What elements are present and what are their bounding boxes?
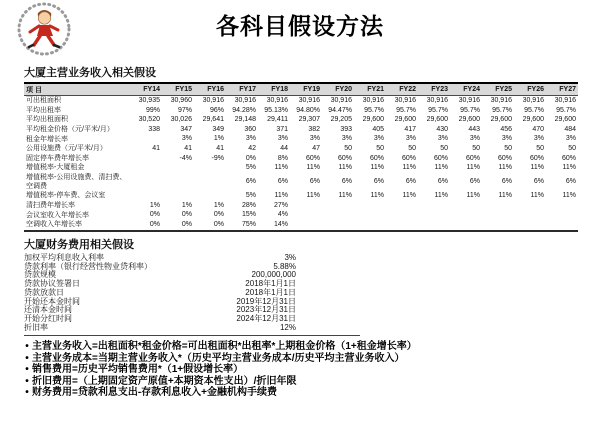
- table-cell: 30,916: [458, 97, 480, 104]
- row-label: 清扫费年增长率: [26, 201, 75, 209]
- table-cell: 96%: [209, 106, 224, 114]
- column-header: FY22: [386, 83, 418, 96]
- table-cell: 360: [244, 125, 256, 133]
- finance-row-value: 3%: [284, 253, 296, 262]
- finance-row-label: 贷款放款日: [24, 287, 64, 297]
- finance-assumptions-rows: [24, 254, 578, 332]
- table-cell: 60%: [561, 154, 576, 162]
- table-cell: 11%: [274, 192, 288, 200]
- table-cell: 41: [216, 144, 224, 152]
- table-cell: 430: [436, 125, 448, 133]
- table-cell: [194, 173, 226, 191]
- table-cell: [546, 210, 578, 220]
- table-cell: 0%: [245, 154, 256, 162]
- finance-row-label: 开始还本金时间: [24, 296, 80, 306]
- table-cell: 30,916: [298, 97, 320, 104]
- finance-assumptions-section: [24, 236, 578, 336]
- table-cell: 6%: [277, 178, 288, 186]
- table-cell: 11%: [530, 192, 544, 200]
- table-cell: 30,026: [170, 116, 192, 124]
- table-cell: 11%: [562, 192, 576, 200]
- row-label: 租金年增长率: [26, 135, 68, 143]
- formula-bullet: [22, 364, 584, 376]
- table-cell: 50: [344, 144, 352, 152]
- table-cell: 0%: [194, 220, 226, 231]
- column-header: FY26: [514, 83, 546, 96]
- table-cell: 29,307: [298, 116, 320, 124]
- table-cell: 6%: [245, 178, 256, 186]
- table-cell: 347: [180, 125, 192, 133]
- table-cell: 75%: [226, 220, 258, 231]
- table-cell: 6%: [469, 178, 480, 186]
- table-cell: [162, 173, 194, 191]
- table-cell: 50: [408, 144, 416, 152]
- table-cell: 443: [468, 125, 480, 133]
- bullet-text: 主营业务成本=当期主营业务收入*（历史平均主营业务成本/历史平均主营业务收入）: [32, 352, 405, 364]
- column-header: FY24: [450, 83, 482, 96]
- table-cell: 60%: [305, 154, 320, 162]
- table-cell: 5%: [245, 192, 256, 200]
- table-cell: 29,148: [234, 116, 256, 124]
- table-cell: 94.80%: [296, 106, 320, 114]
- table-cell: 11%: [338, 164, 352, 172]
- table-cell: 41: [184, 144, 192, 152]
- table-row: [24, 191, 578, 201]
- table-cell: [514, 220, 546, 231]
- table-cell: 30,916: [330, 97, 352, 104]
- table-cell: 95.7%: [524, 106, 544, 114]
- finance-row: [24, 315, 296, 324]
- table-cell: 29,641: [202, 116, 224, 124]
- table-cell: [162, 191, 194, 201]
- table-cell: 393: [340, 125, 352, 133]
- column-header: FY17: [226, 83, 258, 96]
- revenue-assumptions-table: [24, 82, 578, 232]
- table-row: [24, 173, 578, 191]
- row-label-header: 项 目: [24, 83, 130, 96]
- table-cell: 30,916: [426, 97, 448, 104]
- table-cell: 50: [472, 144, 480, 152]
- table-cell: 11%: [370, 192, 384, 200]
- table-cell: [354, 201, 386, 211]
- table-cell: 95.7%: [556, 106, 576, 114]
- column-header: FY20: [322, 83, 354, 96]
- table-cell: [322, 220, 354, 231]
- table-cell: [130, 191, 162, 201]
- table-cell: 6%: [565, 178, 576, 186]
- table-cell: 95.7%: [460, 106, 480, 114]
- finance-row-value: 200,000,000: [251, 270, 296, 280]
- table-cell: 1%: [149, 201, 160, 209]
- page-title: 各科目假设方法: [216, 13, 384, 39]
- table-cell: 29,600: [426, 116, 448, 124]
- formula-bullet: [22, 376, 584, 388]
- row-label: 平均租金价格（元/平米/月）: [26, 125, 114, 133]
- table-row: [24, 144, 578, 154]
- table-cell: 11%: [274, 164, 288, 172]
- row-label: 会议室收入年增长率: [26, 211, 89, 219]
- table-cell: 30,916: [522, 97, 544, 104]
- column-header: FY18: [258, 83, 290, 96]
- column-header: FY15: [162, 83, 194, 96]
- table-cell: [514, 210, 546, 220]
- table-cell: [386, 220, 418, 231]
- table-cell: 11%: [466, 192, 480, 200]
- column-header: FY19: [290, 83, 322, 96]
- table-cell: 6%: [341, 178, 352, 186]
- row-label: 空调收入年增长率: [24, 220, 130, 231]
- table-cell: [450, 220, 482, 231]
- finance-row-label: 折旧率: [24, 322, 48, 332]
- table-cell: 60%: [369, 154, 384, 162]
- table-cell: 3%: [373, 135, 384, 143]
- table-cell: 99%: [145, 106, 160, 114]
- row-label: 平均出租率: [26, 106, 61, 114]
- table-cell: 30,960: [170, 97, 192, 104]
- bullet-icon: •: [25, 364, 29, 376]
- table-cell: 3%: [309, 135, 320, 143]
- table-cell: 50: [440, 144, 448, 152]
- bullet-icon: •: [25, 375, 29, 387]
- table-cell: [130, 173, 162, 191]
- table-cell: 11%: [434, 164, 448, 172]
- table-cell: 41: [152, 144, 160, 152]
- table-row: [24, 154, 578, 164]
- table-cell: -4%: [179, 154, 192, 162]
- table-cell: 6%: [405, 178, 416, 186]
- finance-row-label: 开始分红时间: [24, 313, 72, 323]
- bullet-text: 销售费用=历史平均销售费用*（1+假设增长率）: [32, 364, 244, 376]
- bullet-icon: •: [25, 341, 29, 352]
- formula-notes: [22, 341, 584, 399]
- table-cell: 29,600: [490, 116, 512, 124]
- table-cell: [354, 210, 386, 220]
- table-cell: 29,600: [554, 116, 576, 124]
- table-cell: 6%: [437, 178, 448, 186]
- table-cell: 11%: [498, 164, 512, 172]
- table-cell: 4%: [277, 211, 288, 219]
- table-cell: 50: [504, 144, 512, 152]
- table-cell: 0%: [162, 220, 194, 231]
- table-cell: 27%: [273, 201, 288, 209]
- table-cell: 50: [568, 144, 576, 152]
- table-cell: 30,916: [394, 97, 416, 104]
- table-cell: 29,600: [458, 116, 480, 124]
- table-cell: 3%: [469, 135, 480, 143]
- finance-row-value: 2018年1月1日: [245, 279, 296, 289]
- table-cell: 30,916: [554, 97, 576, 104]
- table-cell: 6%: [309, 178, 320, 186]
- table-cell: [290, 210, 322, 220]
- bullet-text: 主营业务收入=出租面积*租金价格=可出租面积*出租率*上期租金价格（1+租金增长率）: [32, 341, 417, 352]
- table-cell: 47: [312, 144, 320, 152]
- table-row: [24, 106, 578, 116]
- row-label: 固定停车费年增长率: [26, 154, 89, 162]
- table-cell: 0%: [130, 220, 162, 231]
- finance-row-value: 2018年1月1日: [245, 287, 296, 297]
- table-cell: [482, 201, 514, 211]
- table-cell: 30,916: [362, 97, 384, 104]
- table-cell: 3%: [565, 135, 576, 143]
- table-row: [24, 125, 578, 135]
- finance-row-value: 2024年12月31日: [236, 313, 296, 323]
- table-row: [24, 96, 578, 106]
- table-cell: 0%: [213, 211, 224, 219]
- table-cell: [386, 210, 418, 220]
- revenue-assumptions-section: [24, 64, 578, 232]
- table-cell: [418, 210, 450, 220]
- table-cell: 14%: [258, 220, 290, 231]
- revenue-section-heading: 大厦主营业务收入相关假设: [24, 67, 156, 79]
- table-cell: 28%: [241, 201, 256, 209]
- table-cell: 11%: [402, 192, 416, 200]
- table-cell: [322, 201, 354, 211]
- table-cell: 1%: [181, 201, 192, 209]
- table-cell: 30,916: [266, 97, 288, 104]
- finance-row-label: 贷款规模: [24, 270, 56, 280]
- table-cell: 484: [564, 125, 576, 133]
- table-cell: 5%: [245, 164, 256, 172]
- table-cell: [450, 201, 482, 211]
- finance-row-value: 2019年12月31日: [236, 296, 296, 306]
- table-cell: 371: [276, 125, 288, 133]
- table-cell: 8%: [277, 154, 288, 162]
- table-cell: [514, 201, 546, 211]
- table-cell: 0%: [181, 211, 192, 219]
- table-cell: 30,916: [490, 97, 512, 104]
- column-header: FY25: [482, 83, 514, 96]
- formula-bullets: [22, 341, 584, 399]
- table-cell: 50: [536, 144, 544, 152]
- finance-row: [24, 324, 296, 333]
- table-cell: [194, 163, 226, 173]
- table-row: [24, 220, 578, 231]
- table-cell: 95.7%: [364, 106, 384, 114]
- table-cell: [130, 154, 162, 164]
- table-cell: [482, 220, 514, 231]
- table-row: [24, 201, 578, 211]
- table-cell: [354, 220, 386, 231]
- bullet-icon: •: [25, 387, 29, 399]
- table-cell: -9%: [211, 154, 224, 162]
- table-cell: 60%: [465, 154, 480, 162]
- table-cell: 15%: [241, 211, 256, 219]
- table-cell: [418, 220, 450, 231]
- table-cell: 3%: [437, 135, 448, 143]
- table-cell: 29,411: [267, 116, 288, 124]
- table-cell: 29,205: [330, 116, 352, 124]
- table-cell: 95.7%: [396, 106, 416, 114]
- table-cell: 95.7%: [492, 106, 512, 114]
- table-cell: 3%: [405, 135, 416, 143]
- table-cell: 3%: [341, 135, 352, 143]
- table-cell: [322, 210, 354, 220]
- column-header: FY14: [130, 83, 162, 96]
- table-row: [24, 115, 578, 125]
- table-cell: 60%: [497, 154, 512, 162]
- finance-row-label: 贷款协议签署日: [24, 279, 80, 289]
- table-cell: 3%: [181, 135, 192, 143]
- table-cell: [546, 220, 578, 231]
- table-cell: [386, 201, 418, 211]
- table-cell: [162, 163, 194, 173]
- finance-table-bottom-rule: [24, 335, 360, 336]
- row-label: 平均出租面积: [26, 116, 68, 124]
- table-cell: 349: [212, 125, 224, 133]
- table-cell: [130, 134, 162, 144]
- table-cell: 11%: [498, 192, 512, 200]
- table-cell: 3%: [245, 135, 256, 143]
- table-cell: 3%: [501, 135, 512, 143]
- table-cell: 95.13%: [264, 106, 288, 114]
- table-cell: 470: [532, 125, 544, 133]
- finance-row-value: 12%: [279, 322, 296, 332]
- table-cell: 30,520: [138, 116, 160, 124]
- table-cell: 60%: [529, 154, 544, 162]
- formula-bullet: [22, 341, 584, 353]
- table-cell: [290, 201, 322, 211]
- row-label: 公用设施费（元/平米/月）: [26, 145, 107, 153]
- formula-bullet: [22, 387, 584, 399]
- table-cell: 6%: [533, 178, 544, 186]
- table-cell: 50: [376, 144, 384, 152]
- table-cell: [290, 220, 322, 231]
- table-cell: 405: [372, 125, 384, 133]
- table-cell: 338: [148, 125, 160, 133]
- table-cell: 30,935: [138, 97, 160, 104]
- table-cell: 29,600: [394, 116, 416, 124]
- finance-row-label: 加权平均利息收入利率: [24, 253, 104, 262]
- finance-row-value: 2023年12月31日: [236, 305, 296, 315]
- table-cell: 456: [500, 125, 512, 133]
- table-cell: 29,600: [522, 116, 544, 124]
- table-cell: 42: [248, 144, 256, 152]
- table-cell: [482, 210, 514, 220]
- row-label: 增值税率-停车费、会议室: [26, 192, 106, 200]
- bullet-text: 财务费用=贷款利息支出-存款利息收入+金融机构手续费: [32, 387, 278, 399]
- table-cell: 97%: [177, 106, 192, 114]
- formula-bullet: [22, 353, 584, 365]
- table-cell: 29,600: [362, 116, 384, 124]
- table-cell: [194, 191, 226, 201]
- finance-row-label: 还清本金时间: [24, 305, 72, 315]
- table-cell: 1%: [213, 135, 224, 143]
- table-cell: 94.28%: [232, 106, 256, 114]
- bullet-text: 折旧费用=（上期固定资产原值+本期资本性支出）/折旧年限: [32, 375, 297, 387]
- table-cell: 417: [404, 125, 416, 133]
- table-cell: 11%: [562, 164, 576, 172]
- table-cell: 60%: [337, 154, 352, 162]
- table-cell: 11%: [402, 164, 416, 172]
- table-cell: [418, 201, 450, 211]
- finance-row-value: 5.88%: [273, 261, 296, 271]
- column-header: FY16: [194, 83, 226, 96]
- row-label: 增值税率-公用设施费、清扫费、空调费: [26, 173, 127, 190]
- table-row: [24, 163, 578, 173]
- table-cell: 60%: [401, 154, 416, 162]
- table-row: [24, 210, 578, 220]
- table-cell: 3%: [277, 135, 288, 143]
- table-cell: 30,916: [234, 97, 256, 104]
- table-cell: [450, 210, 482, 220]
- table-cell: 11%: [370, 164, 384, 172]
- row-label: 可出租面积: [26, 97, 61, 105]
- table-cell: 11%: [338, 192, 352, 200]
- table-cell: 11%: [306, 192, 320, 200]
- table-cell: 30,916: [202, 97, 224, 104]
- table-cell: [130, 163, 162, 173]
- column-header: FY23: [418, 83, 450, 96]
- table-row: [24, 134, 578, 144]
- table-cell: 0%: [149, 211, 160, 219]
- table-cell: 95.7%: [428, 106, 448, 114]
- table-cell: 60%: [433, 154, 448, 162]
- table-cell: 6%: [373, 178, 384, 186]
- table-cell: [546, 201, 578, 211]
- finance-row-label: 贷款利率（银行经营性物业贷利率）: [24, 261, 152, 271]
- bullet-icon: •: [25, 352, 29, 364]
- table-cell: 11%: [306, 164, 320, 172]
- table-cell: 382: [308, 125, 320, 133]
- table-cell: 6%: [501, 178, 512, 186]
- table-cell: 11%: [530, 164, 544, 172]
- column-header: FY21: [354, 83, 386, 96]
- header-row: [24, 83, 578, 96]
- column-header: FY27: [546, 83, 578, 96]
- table-cell: 11%: [434, 192, 448, 200]
- row-label: 增值税率-大厦租金: [26, 164, 85, 172]
- table-cell: 44: [280, 144, 288, 152]
- table-cell: 3%: [533, 135, 544, 143]
- finance-section-heading: 大厦财务费用相关假设: [24, 239, 134, 251]
- table-cell: 1%: [213, 201, 224, 209]
- table-cell: 94.47%: [328, 106, 352, 114]
- table-cell: 11%: [466, 164, 480, 172]
